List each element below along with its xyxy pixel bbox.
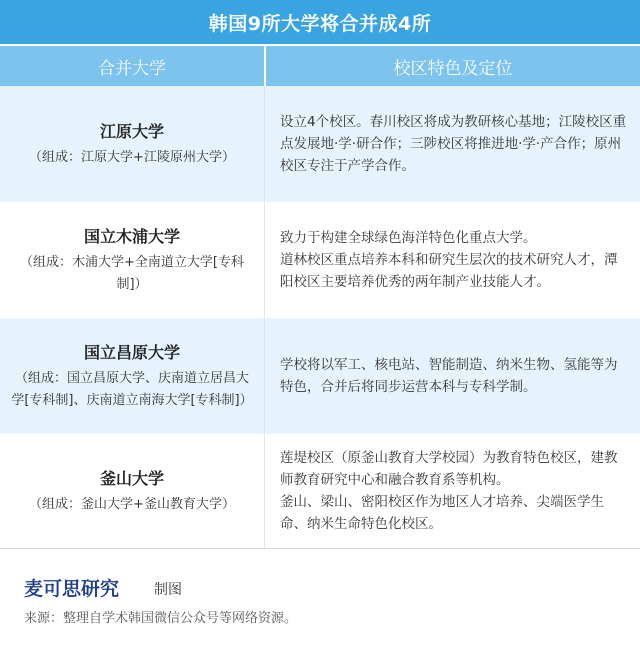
source-note: 来源：整理自学术韩国微信公众号等网络资源。 [24,611,298,626]
univ-cell [0,86,264,202]
table-row [0,434,640,548]
univ-name: 釜山大学 [99,469,164,488]
univ-cell [0,318,264,434]
features-cell [280,434,630,548]
table-row [0,318,640,434]
header-campus-features: 校区特色及定位 [393,58,513,79]
row-divider [264,434,265,548]
univ-name: 江原大学 [99,122,164,141]
footer-divider [0,548,640,549]
brand-logo-text: 麦可思研究 [24,578,120,600]
footer [0,548,640,655]
header-merged-univ: 合并大学 [98,58,166,79]
features-cell [280,202,630,318]
univ-name: 国立昌原大学 [83,343,180,362]
univ-cell [0,434,264,548]
table-header [0,46,640,86]
features-text: 设立4个校区。春川校区将成为教研核心基地；江陵校区重点发展地·学·研合作；三陟校区将推进地·学·产合作；原州校区专注于产学合作。 [280,114,627,174]
univ-name: 国立木浦大学 [83,227,180,246]
table-title: 韩国9所大学将合并成4所 [0,0,640,44]
univ-composition: （组成：木浦大学+全南道立大学[专科制]） [20,255,244,292]
features-cell [280,318,630,434]
univ-composition: （组成：国立昌原大学、庆南道立居昌大学[专科制]、庆南道立南海大学[专科制]） [11,371,253,408]
features-text: 莲堤校区（原釜山教育大学校园）为教育特色校区，建教师教育研究中心和融合教育系等机构。 釜山、梁山、密阳校区作为地区人才培养、尖端医学生命、纳米生命特色化校区。 [280,450,618,532]
row-divider [264,318,265,434]
univ-cell [0,202,264,318]
table-row [0,202,640,318]
features-text: 学校将以军工、核电站、智能制造、纳米生物、氢能等为特色，合并后将同步运营本科与专科学制。 [280,357,618,395]
features-text: 致力于构建全球绿色海洋特色化重点大学。 道林校区重点培养本科和研究生层次的技术研究人才，潭阳校区主要培养优秀的两年制产业技能人才。 [280,230,618,290]
row-divider [264,202,265,318]
features-cell [280,86,630,202]
brand-suffix: 制图 [154,582,182,598]
table-row [0,86,640,202]
univ-composition: （组成：釜山大学+釜山教育大学） [29,497,235,512]
univ-composition: （组成：江原大学+江陵原州大学） [29,150,235,165]
row-divider [264,86,265,202]
